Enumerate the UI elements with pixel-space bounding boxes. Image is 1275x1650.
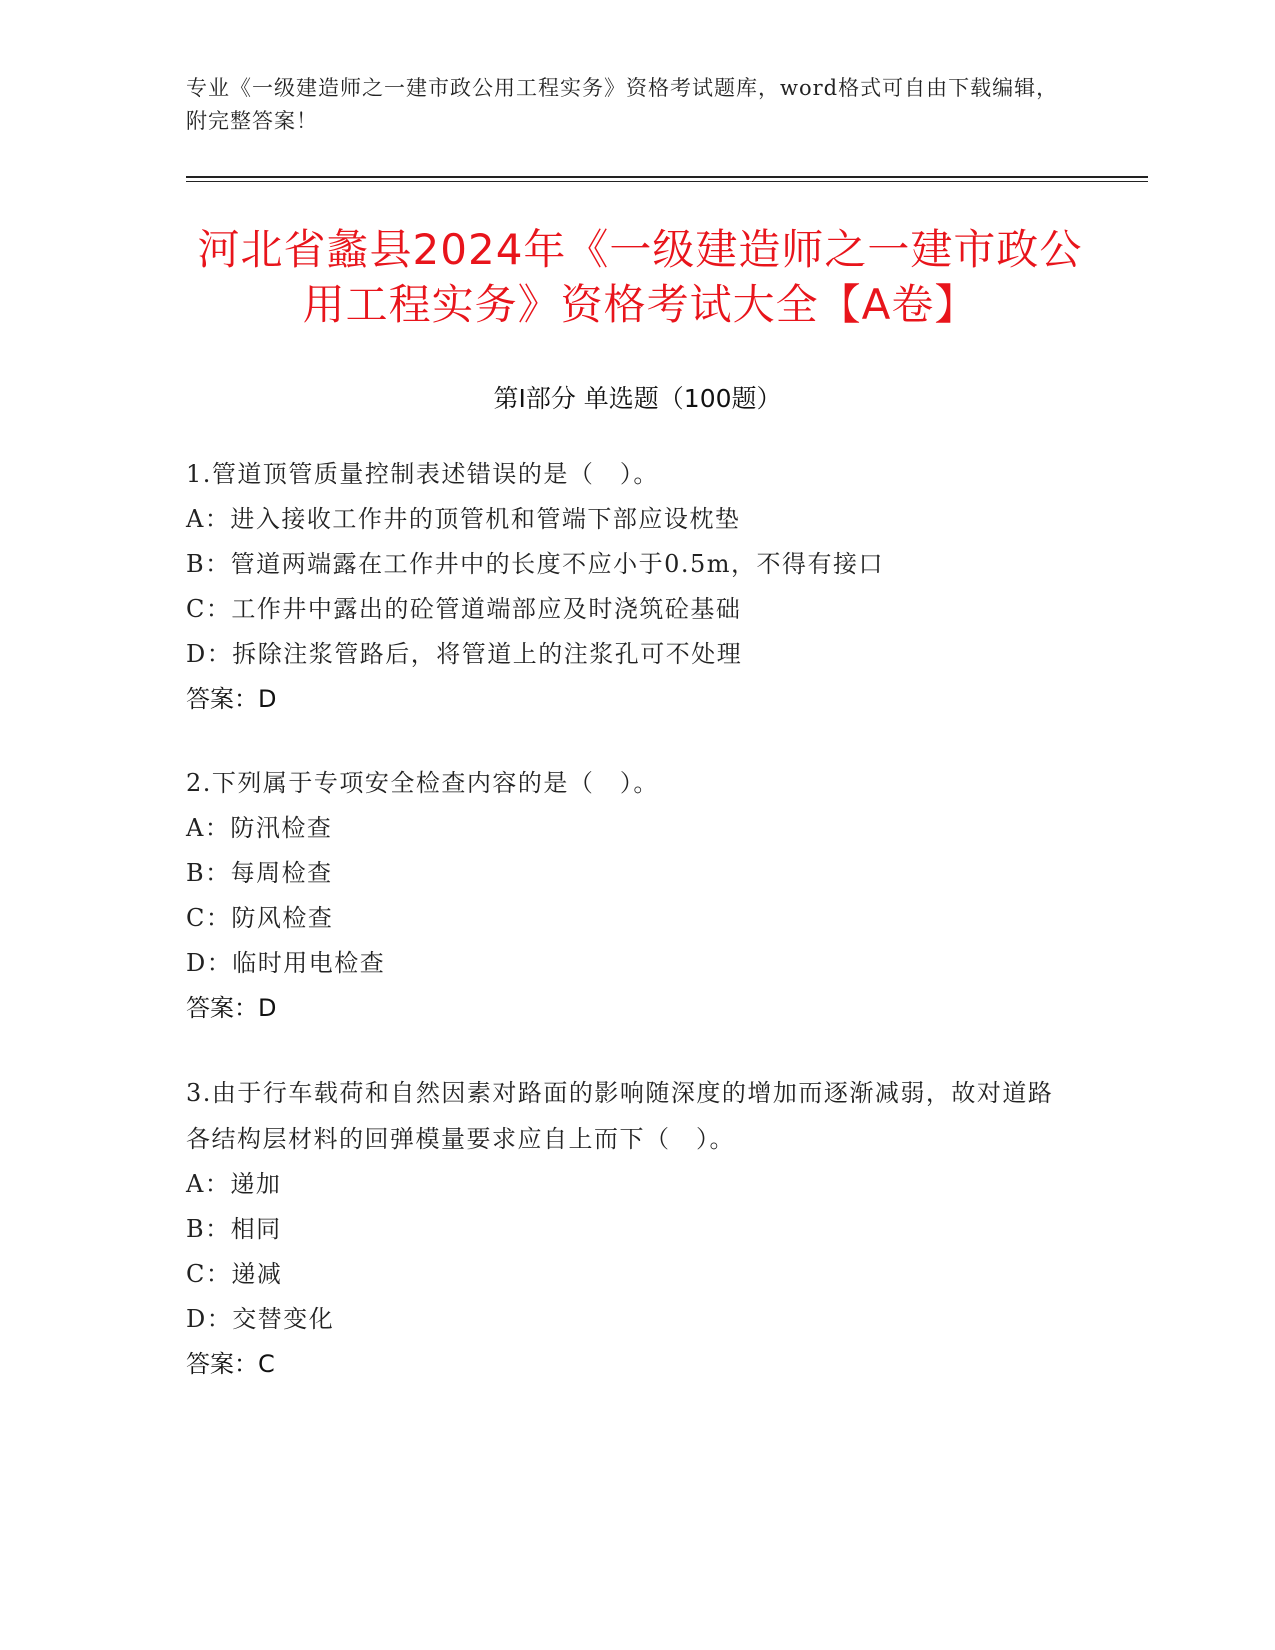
answer-label: 答案： — [186, 685, 258, 713]
question-stem: 2.下列属于专项安全检查内容的是（ ）。 — [186, 769, 659, 797]
option-b: B：每周检查 — [186, 859, 333, 887]
answer-label: 答案： — [186, 994, 258, 1022]
section-title: 第Ⅰ部分 单选题（100题） — [493, 384, 782, 413]
answer-line — [186, 986, 1066, 1031]
answer-value: C — [258, 1350, 275, 1378]
option-b: B：管道两端露在工作井中的长度不应小于0.5m，不得有接口 — [186, 550, 885, 578]
answer-value: D — [258, 994, 277, 1022]
question-1 — [186, 452, 1066, 722]
answer-label: 答案： — [186, 1350, 258, 1378]
option-c: C：防风检查 — [186, 904, 334, 932]
header-divider-thin — [186, 181, 1148, 182]
question-3 — [186, 1070, 1066, 1387]
option-d: D：拆除注浆管路后，将管道上的注浆孔可不处理 — [186, 640, 743, 668]
option-a: A：防汛检查 — [186, 814, 333, 842]
question-stem: 3.由于行车载荷和自然因素对路面的影响随深度的增加而逐渐减弱，故对道路各结构层材料的回弹模量要求应自上而下（ ）。 — [186, 1079, 1054, 1153]
option-a: A：递加 — [186, 1170, 282, 1198]
document-title: 河北省蠡县2024年《一级建造师之一建市政公用工程实务》资格考试大全【A卷】 — [197, 225, 1083, 329]
header-divider-thick — [186, 176, 1148, 178]
answer-line — [186, 677, 1066, 722]
option-d: D：交替变化 — [186, 1305, 335, 1333]
option-b: B：相同 — [186, 1215, 282, 1243]
question-stem: 1.管道顶管质量控制表述错误的是（ ）。 — [186, 460, 659, 488]
header-note: 专业《一级建造师之一建市政公用工程实务》资格考试题库，word格式可自由下载编辑，附完整答案！ — [186, 76, 1059, 133]
option-d: D：临时用电检查 — [186, 949, 386, 977]
option-c: C：工作井中露出的砼管道端部应及时浇筑砼基础 — [186, 595, 742, 623]
answer-line — [186, 1342, 1066, 1387]
question-2 — [186, 761, 1066, 1031]
answer-value: D — [258, 685, 277, 713]
option-a: A：进入接收工作井的顶管机和管端下部应设枕垫 — [186, 505, 741, 533]
option-c: C：递减 — [186, 1260, 283, 1288]
